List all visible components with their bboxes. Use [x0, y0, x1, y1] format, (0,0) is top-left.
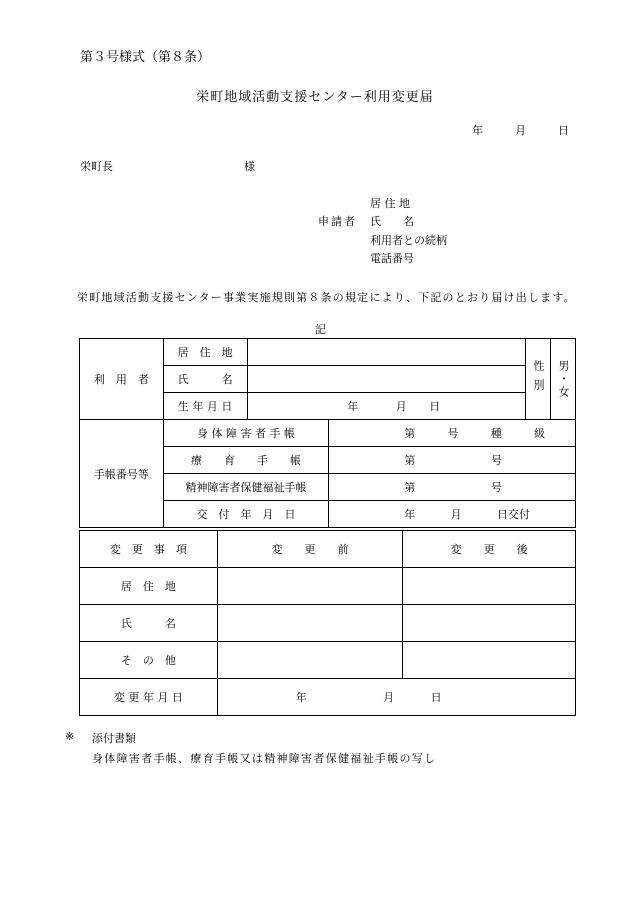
user-birthdate-field[interactable]: [247, 393, 525, 420]
page-title: 栄町地域活動支援センター利用変更届: [196, 90, 434, 105]
issue-month: 月: [450, 508, 462, 521]
change-address-label: 居 住 地: [80, 568, 218, 605]
user-name-field[interactable]: [247, 366, 525, 393]
change-address-after[interactable]: [403, 568, 576, 605]
change-name-after[interactable]: [403, 605, 576, 642]
addressee-honorific: 様: [244, 160, 255, 173]
physical-kyu: 級: [533, 427, 545, 440]
date-month-label: 月: [515, 124, 526, 137]
note-body: 身体障害者手帳、療育手帳又は精神障害者保健福祉手帳の写し: [92, 752, 437, 765]
birth-day-label: 日: [429, 400, 441, 413]
change-name-before[interactable]: [217, 605, 403, 642]
handbook-mental-field[interactable]: [329, 474, 576, 501]
user-handbook-table: [79, 338, 576, 528]
handbook-section-label: 手帳番号等: [80, 420, 164, 528]
change-name-label: 氏 名: [80, 605, 218, 642]
user-section-label: 利 用 者: [80, 339, 164, 420]
applicant-address-label: 居 住 地: [370, 197, 410, 210]
ryoiku-go: 号: [491, 454, 502, 467]
user-birthdate-label: 生 年 月 日: [163, 393, 247, 420]
date-year-label: 年: [472, 124, 483, 137]
change-other-before[interactable]: [217, 642, 403, 679]
addressee: 栄町長: [80, 160, 113, 173]
ryoiku-dai: 第: [404, 454, 416, 467]
note-mark: ※: [65, 730, 75, 743]
change-month-label: 月: [383, 691, 395, 704]
change-address-before[interactable]: [217, 568, 403, 605]
change-table: [79, 530, 576, 716]
change-item-header: 変 更 事 項: [80, 531, 218, 568]
change-day-label: 日: [430, 691, 442, 704]
handbook-physical-field[interactable]: [329, 420, 576, 447]
handbook-physical-label: 身 体 障 害 者 手 帳: [163, 420, 329, 447]
mental-dai: 第: [404, 481, 416, 494]
issue-year: 年: [404, 508, 416, 521]
applicant-phone-label: 電話番号: [370, 252, 414, 265]
note-title: 添付書類: [92, 732, 136, 745]
body-text: 栄町地域活動支援センター事業実施規則第８条の規定により、下記のとおり届け出します。: [77, 291, 576, 304]
change-date-label: 変 更 年 月 日: [80, 679, 218, 716]
mental-go: 号: [491, 481, 502, 494]
change-year-label: 年: [295, 691, 307, 704]
applicant-relation-label: 利用者との続柄: [370, 234, 447, 247]
birth-year-label: 年: [347, 400, 359, 413]
change-date-field[interactable]: [217, 679, 575, 716]
change-after-header: 変 更 後: [403, 531, 576, 568]
change-before-header: 変 更 前: [217, 531, 403, 568]
handbook-ryoiku-label: 療 育 手 帳: [163, 447, 329, 474]
physical-dai: 第: [404, 427, 416, 440]
user-name-label: 氏 名: [163, 366, 247, 393]
change-other-after[interactable]: [403, 642, 576, 679]
gender-options[interactable]: 男・女: [550, 339, 575, 420]
physical-go: 号: [447, 427, 459, 440]
handbook-mental-label: 精神障害者保健福祉手帳: [163, 474, 329, 501]
date-day-label: 日: [558, 124, 569, 137]
birth-month-label: 月: [395, 400, 407, 413]
change-other-label: そ の 他: [80, 642, 218, 679]
physical-shu: 種: [490, 427, 502, 440]
applicant-name-label: 氏 名: [370, 215, 414, 228]
ki-label: 記: [315, 323, 326, 336]
applicant-label: 申請者: [318, 215, 357, 228]
handbook-issue-date-field[interactable]: [329, 501, 576, 528]
gender-label: 性別: [525, 339, 550, 420]
issue-day: 日交付: [497, 508, 530, 521]
form-number: 第３号様式（第８条）: [80, 50, 211, 65]
user-address-field[interactable]: [247, 339, 525, 366]
handbook-ryoiku-field[interactable]: [329, 447, 576, 474]
handbook-issue-date-label: 交 付 年 月 日: [163, 501, 329, 528]
user-address-label: 居 住 地: [163, 339, 247, 366]
